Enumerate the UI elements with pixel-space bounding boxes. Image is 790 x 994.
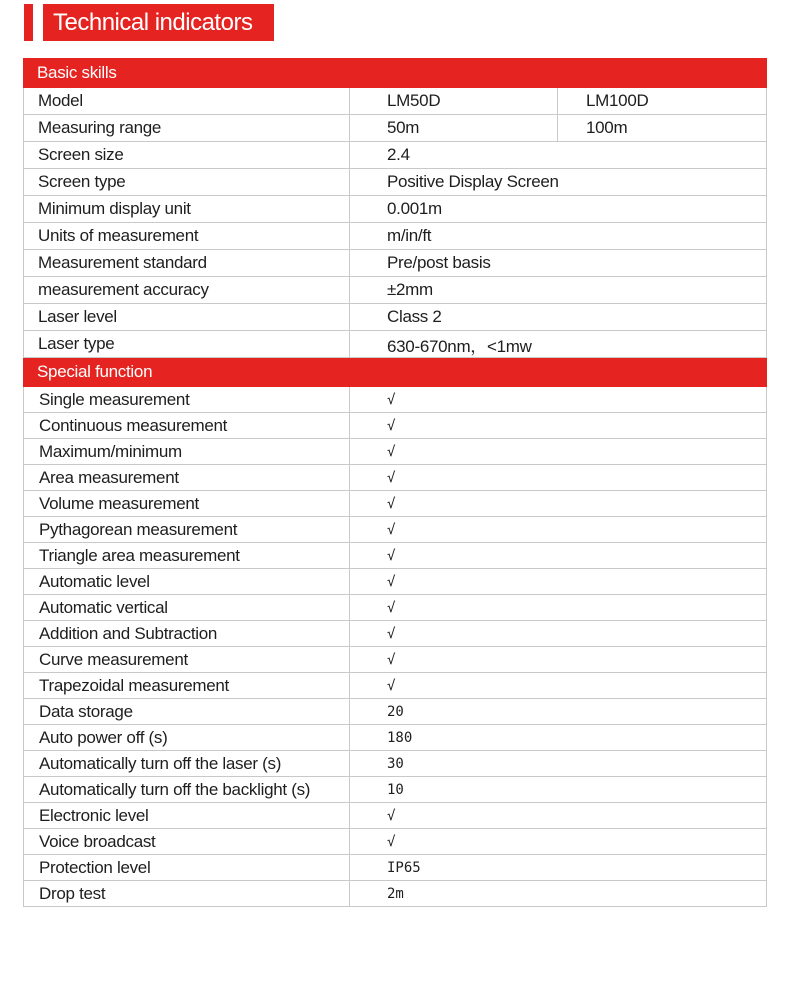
table-row — [24, 569, 767, 595]
spec-label: Automatically turn off the laser (s) — [24, 751, 350, 777]
spec-table — [23, 58, 767, 907]
spec-value: √ — [350, 465, 767, 491]
spec-value-lm50d: LM50D — [350, 88, 558, 115]
spec-value: √ — [350, 673, 767, 699]
spec-label: Units of measurement — [24, 223, 350, 250]
table-row — [24, 169, 767, 196]
spec-label: Automatic level — [24, 569, 350, 595]
spec-label: Triangle area measurement — [24, 543, 350, 569]
spec-value: √ — [350, 595, 767, 621]
spec-label: Protection level — [24, 855, 350, 881]
table-row — [24, 725, 767, 751]
spec-label: Automatic vertical — [24, 595, 350, 621]
spec-value: 2.4 — [350, 142, 767, 169]
spec-label: measurement accuracy — [24, 277, 350, 304]
table-row — [24, 829, 767, 855]
section-heading-basic: Basic skills — [24, 59, 767, 88]
spec-value-lm100d: 100m — [558, 115, 767, 142]
spec-label: Screen type — [24, 169, 350, 196]
table-row — [24, 881, 767, 907]
spec-label: Addition and Subtraction — [24, 621, 350, 647]
spec-label: Single measurement — [24, 387, 350, 413]
table-row — [24, 250, 767, 277]
spec-label: Laser type — [24, 331, 350, 358]
spec-label: Continuous measurement — [24, 413, 350, 439]
spec-value: √ — [350, 621, 767, 647]
spec-value: 2m — [350, 881, 767, 907]
basic-skills-header-row — [24, 59, 767, 88]
spec-label: Trapezoidal measurement — [24, 673, 350, 699]
table-row — [24, 647, 767, 673]
spec-label: Data storage — [24, 699, 350, 725]
table-row — [24, 699, 767, 725]
spec-value: IP65 — [350, 855, 767, 881]
table-row — [24, 304, 767, 331]
page-title: Technical indicators — [43, 4, 274, 41]
table-row — [24, 855, 767, 881]
spec-value: Positive Display Screen — [350, 169, 767, 196]
table-row — [24, 331, 767, 358]
table-row — [24, 673, 767, 699]
spec-value: √ — [350, 439, 767, 465]
table-row — [24, 223, 767, 250]
spec-label: Model — [24, 88, 350, 115]
spec-value: 10 — [350, 777, 767, 803]
spec-value: √ — [350, 543, 767, 569]
table-row — [24, 543, 767, 569]
table-row — [24, 413, 767, 439]
spec-label: Volume measurement — [24, 491, 350, 517]
spec-label: Area measurement — [24, 465, 350, 491]
spec-value: √ — [350, 517, 767, 543]
spec-value: m/in/ft — [350, 223, 767, 250]
spec-value: 20 — [350, 699, 767, 725]
spec-value-lm50d: 50m — [350, 115, 558, 142]
spec-value: Class 2 — [350, 304, 767, 331]
spec-label: Automatically turn off the backlight (s) — [24, 777, 350, 803]
spec-value: 630-670nm，<1mw — [350, 331, 767, 358]
spec-label: Voice broadcast — [24, 829, 350, 855]
spec-label: Curve measurement — [24, 647, 350, 673]
spec-label: Auto power off (s) — [24, 725, 350, 751]
table-row — [24, 439, 767, 465]
table-row — [24, 621, 767, 647]
spec-label: Drop test — [24, 881, 350, 907]
spec-label: Minimum display unit — [24, 196, 350, 223]
spec-value: 30 — [350, 751, 767, 777]
spec-value: 180 — [350, 725, 767, 751]
spec-value: √ — [350, 387, 767, 413]
table-row — [24, 491, 767, 517]
table-row-model — [24, 88, 767, 115]
section-heading-special: Special function — [24, 358, 767, 387]
spec-label: Measuring range — [24, 115, 350, 142]
spec-value: √ — [350, 413, 767, 439]
spec-label: Electronic level — [24, 803, 350, 829]
spec-value: Pre/post basis — [350, 250, 767, 277]
spec-label: Measurement standard — [24, 250, 350, 277]
table-row — [24, 517, 767, 543]
special-function-header-row — [24, 358, 767, 387]
table-row-range — [24, 115, 767, 142]
spec-value-lm100d: LM100D — [558, 88, 767, 115]
spec-value: √ — [350, 829, 767, 855]
spec-label: Screen size — [24, 142, 350, 169]
spec-value: √ — [350, 491, 767, 517]
title-accent-bar — [24, 4, 33, 41]
spec-value: √ — [350, 569, 767, 595]
table-row — [24, 595, 767, 621]
table-row — [24, 751, 767, 777]
spec-label: Pythagorean measurement — [24, 517, 350, 543]
table-row — [24, 777, 767, 803]
table-row — [24, 196, 767, 223]
spec-value: √ — [350, 647, 767, 673]
spec-label: Laser level — [24, 304, 350, 331]
spec-label: Maximum/minimum — [24, 439, 350, 465]
spec-value: 0.001m — [350, 196, 767, 223]
table-row — [24, 277, 767, 304]
spec-value: √ — [350, 803, 767, 829]
table-row — [24, 465, 767, 491]
spec-value: ±2mm — [350, 277, 767, 304]
table-row — [24, 803, 767, 829]
table-row — [24, 142, 767, 169]
table-row — [24, 387, 767, 413]
